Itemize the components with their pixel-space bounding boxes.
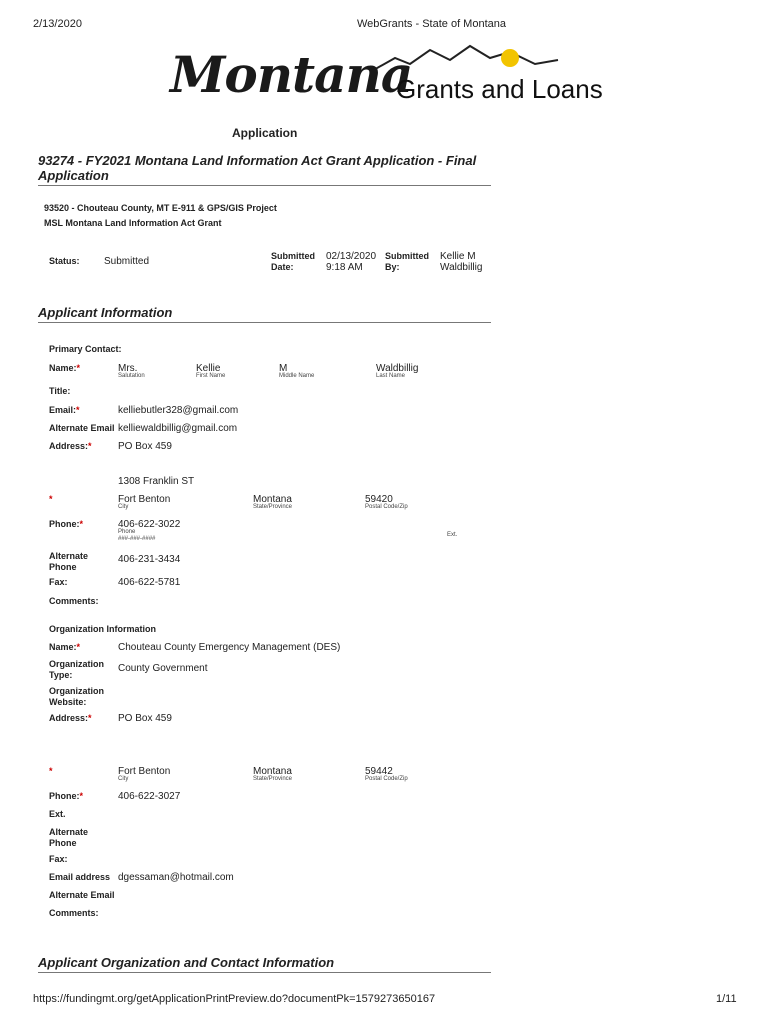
org-phone-label: Phone:* <box>49 791 84 801</box>
alt-email-label: Alternate Email <box>49 423 115 433</box>
state-caption: State/Province <box>253 504 293 510</box>
first-name-value: Kellie <box>196 363 221 374</box>
org-name-label: Name:* <box>49 642 81 652</box>
org-zip-value: 59442 <box>365 766 393 777</box>
phone-label: Phone:* <box>49 519 84 529</box>
submitted-by-value: Kellie M <box>440 251 476 262</box>
project-line-1: 93520 - Chouteau County, MT E-911 & GPS/GIS Project <box>44 203 277 213</box>
org-email-label: Email address <box>49 872 111 882</box>
required-marker: * <box>49 766 53 776</box>
org-ext-label: Ext. <box>49 809 66 819</box>
last-name-caption: Last Name <box>376 373 406 379</box>
applicant-info-heading: Applicant Information <box>38 305 173 320</box>
city-value: Fort Benton <box>118 494 171 505</box>
name-label: Name:* <box>49 363 81 373</box>
org-info-heading: Organization Information <box>49 624 156 634</box>
org-website-label-2: Website: <box>49 697 87 707</box>
print-title: WebGrants - State of Montana <box>357 18 506 30</box>
alt-phone-label-2: Phone <box>49 562 77 572</box>
status-label: Status: <box>49 256 80 266</box>
submitted-by-label: Submitted <box>385 251 429 261</box>
divider <box>38 185 491 186</box>
org-fax-label: Fax: <box>49 854 68 864</box>
fax-label: Fax: <box>49 577 68 587</box>
org-email-value: dgessaman@hotmail.com <box>118 872 234 883</box>
email-value: kelliebutler328@gmail.com <box>118 405 239 416</box>
logo-text: Grants and Loans <box>396 74 603 104</box>
address-label: Address:* <box>49 441 92 451</box>
required-marker: * <box>49 494 53 504</box>
alt-phone-value: 406-231-3434 <box>118 554 181 565</box>
project-line-2: MSL Montana Land Information Act Grant <box>44 218 222 228</box>
page-number: 1/11 <box>716 993 737 1005</box>
org-phone-value: 406-622-3027 <box>118 791 181 802</box>
ext-caption: Ext. <box>447 532 458 538</box>
org-address-line-1: PO Box 459 <box>118 713 172 724</box>
org-state-value: Montana <box>253 766 292 777</box>
submitted-date-value: 02/13/2020 <box>326 251 377 262</box>
org-state-caption: State/Province <box>253 776 293 782</box>
comments-label: Comments: <box>49 596 99 606</box>
salutation-caption: Salutation <box>118 373 145 379</box>
org-city-value: Fort Benton <box>118 766 171 777</box>
last-name-value: Waldbillig <box>376 363 419 374</box>
email-label: Email:* <box>49 405 80 415</box>
org-type-value: County Government <box>118 663 208 674</box>
phone-value: 406-622-3022 <box>118 519 181 530</box>
divider <box>38 972 491 973</box>
alt-phone-label: Alternate <box>49 551 89 561</box>
submitted-by-value-2: Waldbillig <box>440 262 483 273</box>
fax-value: 406-622-5781 <box>118 577 181 588</box>
city-caption: City <box>118 504 129 510</box>
submitted-time-value: 9:18 AM <box>326 262 363 273</box>
phone-caption: Phone <box>118 529 136 535</box>
section-heading: Applicant Organization and Contact Information <box>38 955 335 970</box>
zip-value: 59420 <box>365 494 393 505</box>
montana-grants-logo <box>170 40 620 115</box>
application-title: 93274 - FY2021 Montana Land Information Act Grant Application - Final Application <box>38 153 477 183</box>
org-alt-email-label: Alternate Email <box>49 890 115 900</box>
org-type-label-2: Type: <box>49 670 73 680</box>
divider <box>38 322 491 323</box>
alt-email-value: kelliewaldbillig@gmail.com <box>118 423 238 434</box>
address-line-1: PO Box 459 <box>118 441 172 452</box>
state-value: Montana <box>253 494 292 505</box>
address-line-2: 1308 Franklin ST <box>118 476 195 487</box>
org-name-value: Chouteau County Emergency Management (DES) <box>118 642 341 653</box>
org-type-label: Organization <box>49 659 105 669</box>
submitted-by-label-2: By: <box>385 262 400 272</box>
org-city-caption: City <box>118 776 129 782</box>
org-website-label: Organization <box>49 686 105 696</box>
phone-format-caption: ###-###-#### <box>118 536 156 542</box>
first-name-caption: First Name <box>196 373 226 379</box>
logo-script-text: Montana <box>170 45 413 104</box>
org-alt-phone-label-2: Phone <box>49 838 77 848</box>
middle-name-value: M <box>279 363 288 374</box>
org-comments-label: Comments: <box>49 908 99 918</box>
primary-contact-label: Primary Contact: <box>49 344 122 354</box>
submitted-date-label-2: Date: <box>271 262 294 272</box>
org-zip-caption: Postal Code/Zip <box>365 776 408 782</box>
salutation-value: Mrs. <box>118 363 138 374</box>
submitted-date-label: Submitted <box>271 251 315 261</box>
page-heading: Application <box>232 126 298 140</box>
footer-url[interactable]: https://fundingmt.org/getApplicationPrintPreview.do?documentPk=1579273650167 <box>33 993 436 1005</box>
title-label: Title: <box>49 386 71 396</box>
print-date: 2/13/2020 <box>33 18 82 30</box>
status-value: Submitted <box>104 256 150 267</box>
org-alt-phone-label: Alternate <box>49 827 89 837</box>
zip-caption: Postal Code/Zip <box>365 504 408 510</box>
middle-name-caption: Middle Name <box>279 373 315 379</box>
org-address-label: Address:* <box>49 713 92 723</box>
